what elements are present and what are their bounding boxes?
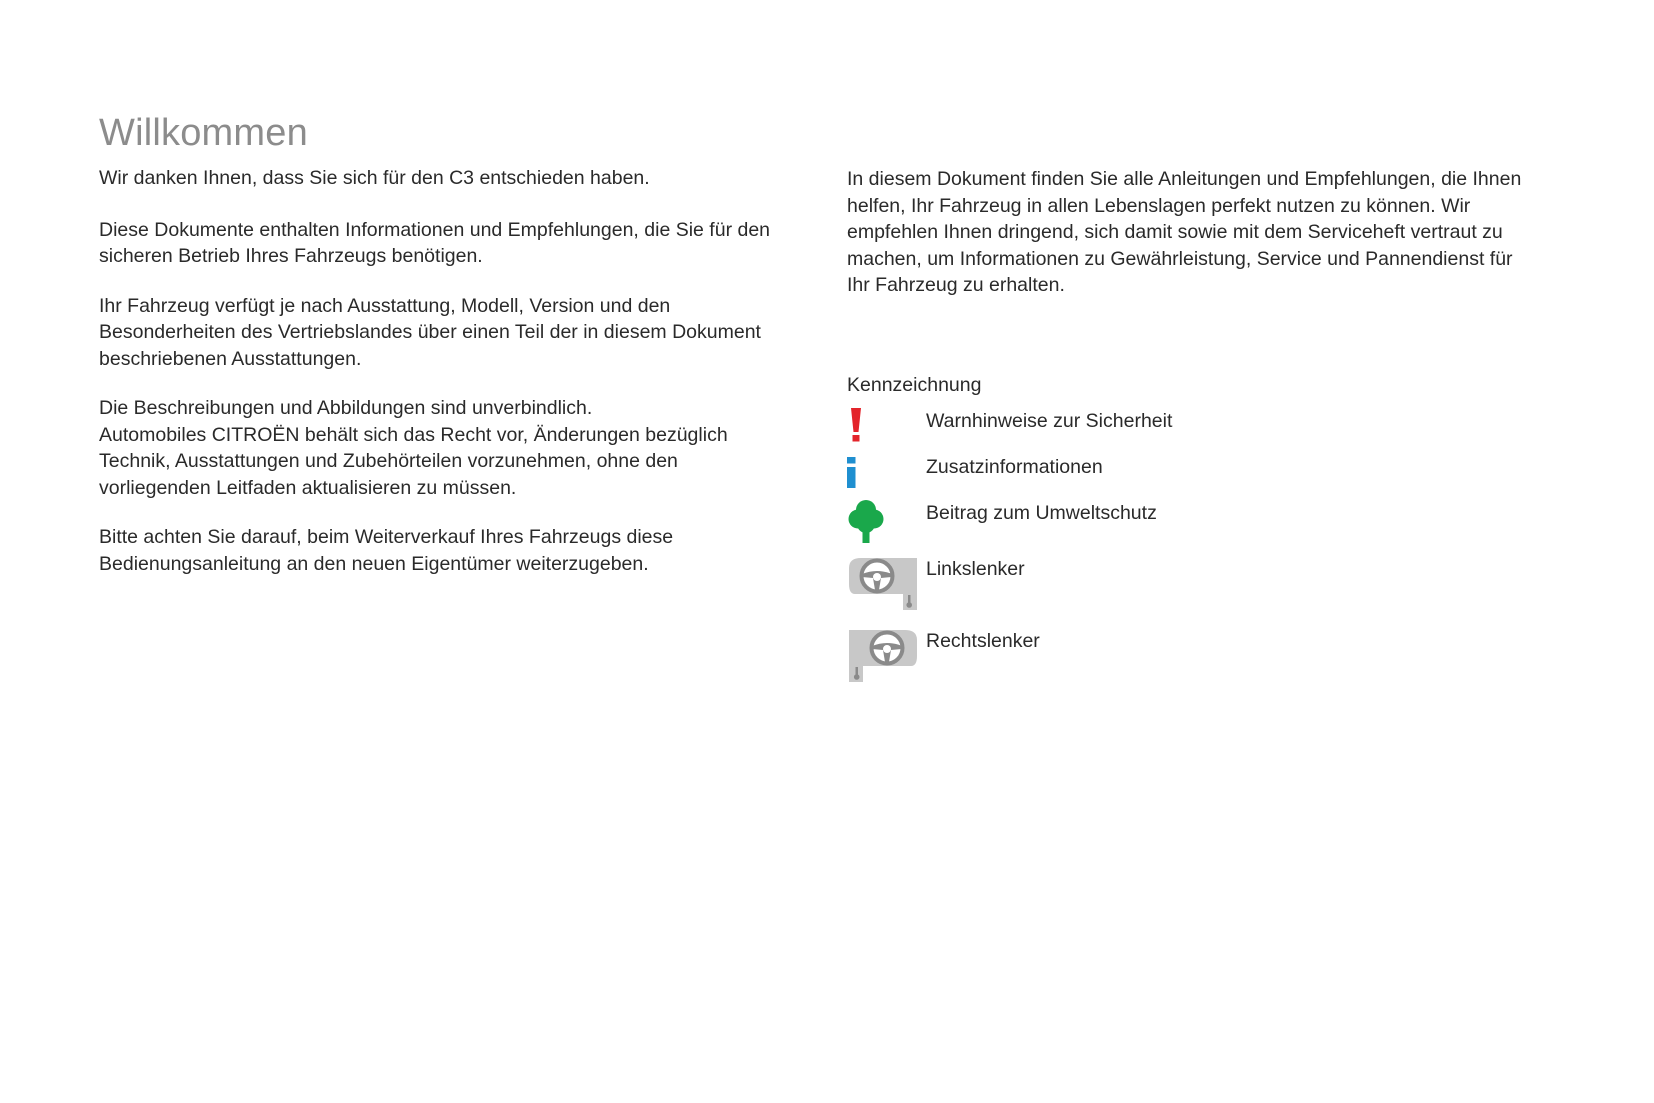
text-line: Besonderheiten des Vertriebslandes über einen Teil der in diesem Dokument (99, 321, 761, 343)
legend (847, 372, 1547, 698)
warning-exclamation-icon (847, 406, 867, 446)
right-column (847, 166, 1547, 299)
legend-label: Rechtslenker (926, 630, 1040, 652)
info-icon (847, 452, 867, 492)
text-line: sicheren Betrieb Ihres Fahrzeugs benötigen. (99, 245, 483, 267)
intro-paragraph (847, 166, 1547, 299)
legend-item-right-hand-drive (847, 626, 1547, 698)
legend-item-environment (847, 498, 1547, 554)
text-line: Die Beschreibungen und Abbildungen sind unverbindlich. (99, 397, 593, 419)
text-line: Ihr Fahrzeug verfügt je nach Ausstattung, Modell, Version und den (99, 294, 671, 317)
text-line: Ihr Fahrzeug zu erhalten. (847, 274, 1065, 296)
documents-paragraph (99, 217, 789, 270)
text-line: Automobiles CITROËN behält sich das Recht vor, Änderungen bezüglich (99, 423, 728, 446)
resale-paragraph (99, 524, 789, 577)
text-line: vorliegenden Leitfaden aktualisieren zu müssen. (99, 476, 517, 499)
text-line: Diese Dokumente enthalten Informationen und Empfehlungen, die Sie für den (99, 218, 771, 241)
text-line: machen, um Informationen zu Gewährleistung, Service und Pannendienst für (847, 247, 1513, 270)
text-line: empfehlen Ihnen dringend, sich damit sowie mit dem Serviceheft vertraut zu (847, 221, 1503, 243)
equipment-paragraph (99, 293, 789, 373)
text-line: Technik, Ausstattungen und Zubehörteilen vorzunehmen, ohne den (99, 450, 678, 472)
tree-icon (847, 498, 887, 546)
left-hand-drive-icon (847, 554, 919, 612)
legend-item-warning (847, 406, 1547, 452)
disclaimer-paragraph (99, 395, 789, 501)
left-column (99, 165, 789, 577)
legend-label: Zusatzinformationen (926, 456, 1103, 478)
legend-item-left-hand-drive (847, 554, 1547, 626)
thanks-paragraph (99, 165, 789, 192)
text-line: In diesem Dokument finden Sie alle Anleitungen und Empfehlungen, die Ihnen (847, 168, 1522, 190)
page-title: Willkommen (99, 112, 308, 154)
text-line: beschriebenen Ausstattungen. (99, 347, 362, 370)
text-line: helfen, Ihr Fahrzeug in allen Lebenslagen perfekt nutzen zu können. Wir (847, 194, 1471, 217)
legend-label: Warnhinweise zur Sicherheit (926, 410, 1173, 432)
legend-label: Beitrag zum Umweltschutz (926, 502, 1157, 524)
thanks-line: Wir danken Ihnen, dass Sie sich für den C3 entschieden haben. (99, 167, 650, 189)
legend-label: Linkslenker (926, 558, 1025, 580)
right-hand-drive-icon (847, 626, 919, 684)
legend-item-info (847, 452, 1547, 498)
legend-title: Kennzeichnung (847, 374, 982, 396)
text-line: Bedienungsanleitung an den neuen Eigentümer weiterzugeben. (99, 552, 649, 575)
text-line: Bitte achten Sie darauf, beim Weiterverkauf Ihres Fahrzeugs diese (99, 526, 674, 548)
